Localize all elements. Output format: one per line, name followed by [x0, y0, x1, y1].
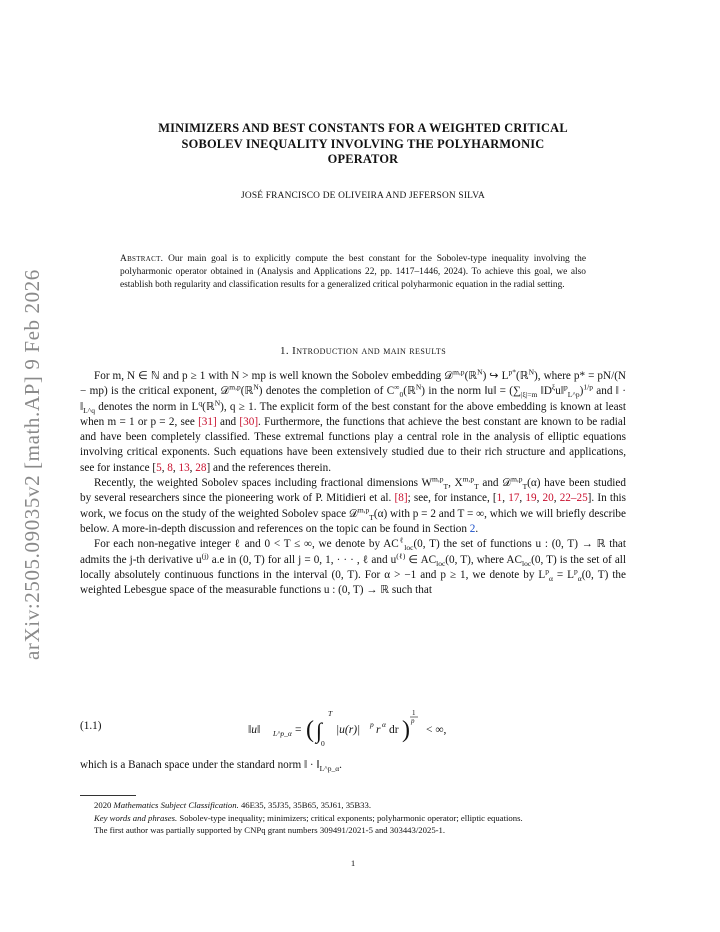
text-run: Sobolev-type inequality; minimizers; critical exponents; polyharmonic operator; elliptic equations.	[177, 812, 523, 823]
abstract	[120, 253, 586, 293]
text-run: 46E35, 35J35, 35B65, 35J61, 35B33.	[238, 800, 372, 810]
citation-link[interactable]: 8	[167, 461, 173, 474]
text-run: ), q ≥ 1. The explicit form of the best constant for the above embedding is known at least when m = 1 or p = 2, see	[80, 400, 626, 428]
text-run: 2020	[94, 800, 114, 810]
citation-link[interactable]: 22–25	[559, 492, 588, 505]
subscript: α	[548, 574, 553, 584]
text-run: ‖D	[537, 385, 552, 398]
text-run: (0, T), where AC	[445, 553, 522, 566]
paragraph	[80, 369, 626, 476]
text-run: .	[475, 522, 479, 535]
subscript: 0	[399, 390, 404, 400]
subscript: T	[474, 482, 479, 492]
integrand-r: r	[376, 724, 381, 736]
citation-link[interactable]: 13	[178, 461, 190, 474]
text-run: For each non-negative integer ℓ and 0 < T ≤ ∞, we denote by AC	[94, 538, 399, 551]
superscript: p	[574, 566, 578, 576]
subscript: L^p	[567, 390, 580, 400]
text-run: = L	[552, 568, 575, 581]
display-equation	[80, 709, 626, 749]
title-line: SOBOLEV INEQUALITY INVOLVING THE POLYHARMONIC	[181, 136, 545, 151]
text-run: ), where p* = pN/(N − mp) is the critical exponent, 𝒟	[80, 370, 626, 398]
footnote-msc	[80, 799, 626, 812]
text-run: (ℝ	[464, 370, 478, 382]
paper-title	[80, 121, 646, 168]
citation-link[interactable]: 20	[542, 492, 554, 505]
integral-lower-limit: 0	[321, 739, 325, 748]
title-line: MINIMIZERS AND BEST CONSTANTS FOR A WEIGHTED CRITICAL	[158, 121, 568, 135]
text-run: ) in the norm ‖u‖ = (∑	[421, 385, 521, 398]
exponent-denominator: p	[411, 717, 415, 725]
superscript: m,p	[357, 504, 370, 514]
author-list: JOSÉ FRANCISCO DE OLIVEIRA AND JEFERSON SILVA	[241, 191, 485, 201]
superscript: N	[253, 382, 259, 392]
superscript: ξ	[551, 382, 556, 392]
citation-link[interactable]: [30]	[239, 415, 259, 428]
superscript: m,p	[511, 474, 523, 484]
superscript: N	[477, 367, 483, 377]
subscript: |ξ|=m	[520, 390, 538, 400]
citation-link[interactable]: 19	[525, 492, 537, 505]
superscript: N	[528, 367, 535, 377]
citation-link[interactable]: 28	[195, 461, 207, 474]
integral-upper-limit: T	[328, 709, 333, 718]
paragraph	[80, 476, 626, 537]
superscript: p*	[508, 367, 517, 377]
arxiv-identifier[interactable]: arXiv:2505.09035v2 [math.AP] 9 Feb 2026	[20, 269, 44, 660]
text-run: ; see, for instance, [	[407, 492, 497, 505]
eq-paren-left: (	[306, 717, 314, 743]
superscript: p	[545, 566, 549, 576]
citation-link[interactable]: 1	[496, 492, 503, 505]
superscript: ∞	[394, 382, 400, 392]
superscript: q	[198, 397, 203, 407]
footnotes	[80, 799, 626, 837]
text-run: ,	[189, 461, 196, 474]
text-run: and	[216, 415, 240, 428]
subscript: loc	[404, 543, 414, 553]
title-line: OPERATOR	[327, 152, 399, 166]
differential: dr	[389, 724, 399, 736]
footnote-funding: The first author was partially supported by CNPq grant numbers 309491/2021-5 and 303443/2025-1.	[94, 825, 446, 835]
text-run: ) denotes the completion of C	[258, 385, 395, 398]
text-run: (ℝ	[516, 370, 529, 382]
text-run: )	[579, 385, 584, 398]
text-run: u‖	[555, 385, 565, 398]
text-run: ]. In this work, we focus on the study of the weighted Sobolev space 𝒟	[80, 492, 627, 520]
page-number: 1	[350, 858, 356, 868]
subscript: loc	[521, 558, 532, 568]
superscript: N	[415, 382, 422, 392]
integrand-exponent-p: p	[370, 720, 374, 729]
footnote-label: Mathematics Subject Classification.	[113, 800, 239, 810]
text-run: (0, T) is the set of all locally absolutely continuous functions in the interval (0, T). For α > −1 and p ≥ 1, we denote by L	[80, 553, 627, 581]
eq-rhs: < ∞,	[426, 724, 447, 736]
superscript: p	[564, 382, 568, 392]
subscript: T	[522, 482, 528, 492]
superscript: m,p	[453, 367, 465, 377]
text-run: (ℝ	[240, 385, 254, 398]
eq-lhs: ‖u‖	[248, 724, 261, 736]
abstract-label: Abstract.	[120, 254, 164, 264]
superscript: 1/p	[583, 382, 593, 392]
subscript: loc	[436, 558, 446, 568]
text-run: (α) have been studied by several researchers since the pioneering work of P. Mitidieri et al.	[80, 477, 626, 505]
subscript: T	[369, 512, 374, 522]
integrand: |u(r)|	[336, 724, 361, 736]
eq-paren-right: )	[402, 717, 410, 743]
citation-link[interactable]: 17	[508, 492, 520, 505]
superscript: (ℓ)	[396, 550, 406, 560]
abstract-text: Our main goal is to explicitly compute the best constant for the Sobolev-type inequality involving the polyharmonic operator obtained in (Analysis and Applications 22, pp. 1417–1446, 2024). To achieve this goal, we also establish both regularity and classification results for a generalized critical polyharmonic equation in the radial setting.	[120, 254, 586, 291]
text-run: ,	[502, 492, 509, 505]
superscript: (j)	[201, 550, 209, 560]
subscript: L^q	[83, 405, 96, 415]
subscript: L^p_α	[319, 764, 340, 774]
superscript: m,p	[229, 382, 241, 392]
footnote-label: Key words and phrases.	[94, 812, 178, 823]
text-run: (0, T) the weighted Lebesgue space of the measurable functions u : (0, T) → ℝ such that	[80, 568, 626, 597]
text-run: (ℝ	[403, 385, 416, 398]
superscript: N	[214, 397, 221, 407]
section-heading: 1. Introduction and main results	[279, 345, 447, 357]
text-run: ) ↪ L	[482, 370, 509, 382]
text-run: (α) with p = 2 and T = ∞, which we will briefly describe below. A more-in-depth discussion and references on the topic can be found in Section	[80, 507, 626, 535]
section-link[interactable]: 2	[469, 522, 476, 535]
text-run: denotes the norm in L	[95, 400, 199, 413]
text-run: For m, N ∈ ℕ and p ≥ 1 with N > mp is well known the Sobolev embedding 𝒟	[94, 370, 454, 382]
superscript: m,p	[462, 474, 475, 484]
text-run: ,	[161, 461, 168, 474]
footnote-keywords	[80, 812, 626, 825]
eq-lhs-subscript: L^p_α	[273, 729, 292, 738]
text-run: . Furthermore, the functions that achieve the best constant are known to be radial and have been completely classified. These extremal functions play a central role in the analysis of elliptic equations involving critical exponents. Such equations have been extensively studied due to their rich structure and applications, see for instance [	[80, 415, 626, 474]
text-after-equation	[80, 759, 626, 774]
subscript: α	[577, 574, 582, 584]
text-run: ,	[553, 492, 560, 505]
footnote-divider	[80, 795, 136, 796]
text-run: which is a Banach space under the standard norm ‖ · ‖	[80, 759, 320, 771]
text-run: ,	[519, 492, 526, 505]
text-run: ,	[536, 492, 543, 505]
equation-graphic	[80, 709, 626, 749]
exponent-numerator: 1	[412, 709, 416, 717]
text-run: and 𝒟	[478, 477, 512, 490]
body-text	[80, 369, 626, 598]
integral-sign: ∫	[316, 718, 323, 743]
citation-link[interactable]: [8]	[394, 492, 408, 505]
citation-link[interactable]: 5	[156, 461, 162, 474]
text-run: (ℝ	[202, 400, 215, 413]
text-run: Recently, the weighted Sobolev spaces including fractional dimensions W	[94, 477, 433, 490]
citation-link[interactable]: [31]	[198, 415, 217, 428]
integrand-exponent-alpha: α	[382, 720, 386, 729]
text-run: ∈ AC	[405, 553, 437, 566]
text-run: a.e in (0, T) for all j = 0, 1, · · · , ℓ and u	[208, 553, 397, 566]
text-run: , X	[448, 477, 463, 490]
text-run: ,	[172, 461, 179, 474]
text-run: ] and the references therein.	[206, 461, 331, 474]
equation-number: (1.1)	[80, 720, 102, 732]
superscript: ℓ	[398, 535, 405, 545]
text-run: .	[339, 759, 342, 771]
text-run: and ‖ · ‖	[80, 385, 626, 413]
eq-equals: =	[295, 724, 302, 736]
text-run: (0, T) the set of functions u : (0, T) → ℝ that admits the j-th derivative u	[80, 538, 627, 566]
superscript: m,p	[432, 474, 444, 484]
paragraph	[80, 537, 626, 598]
subscript: T	[443, 482, 449, 492]
